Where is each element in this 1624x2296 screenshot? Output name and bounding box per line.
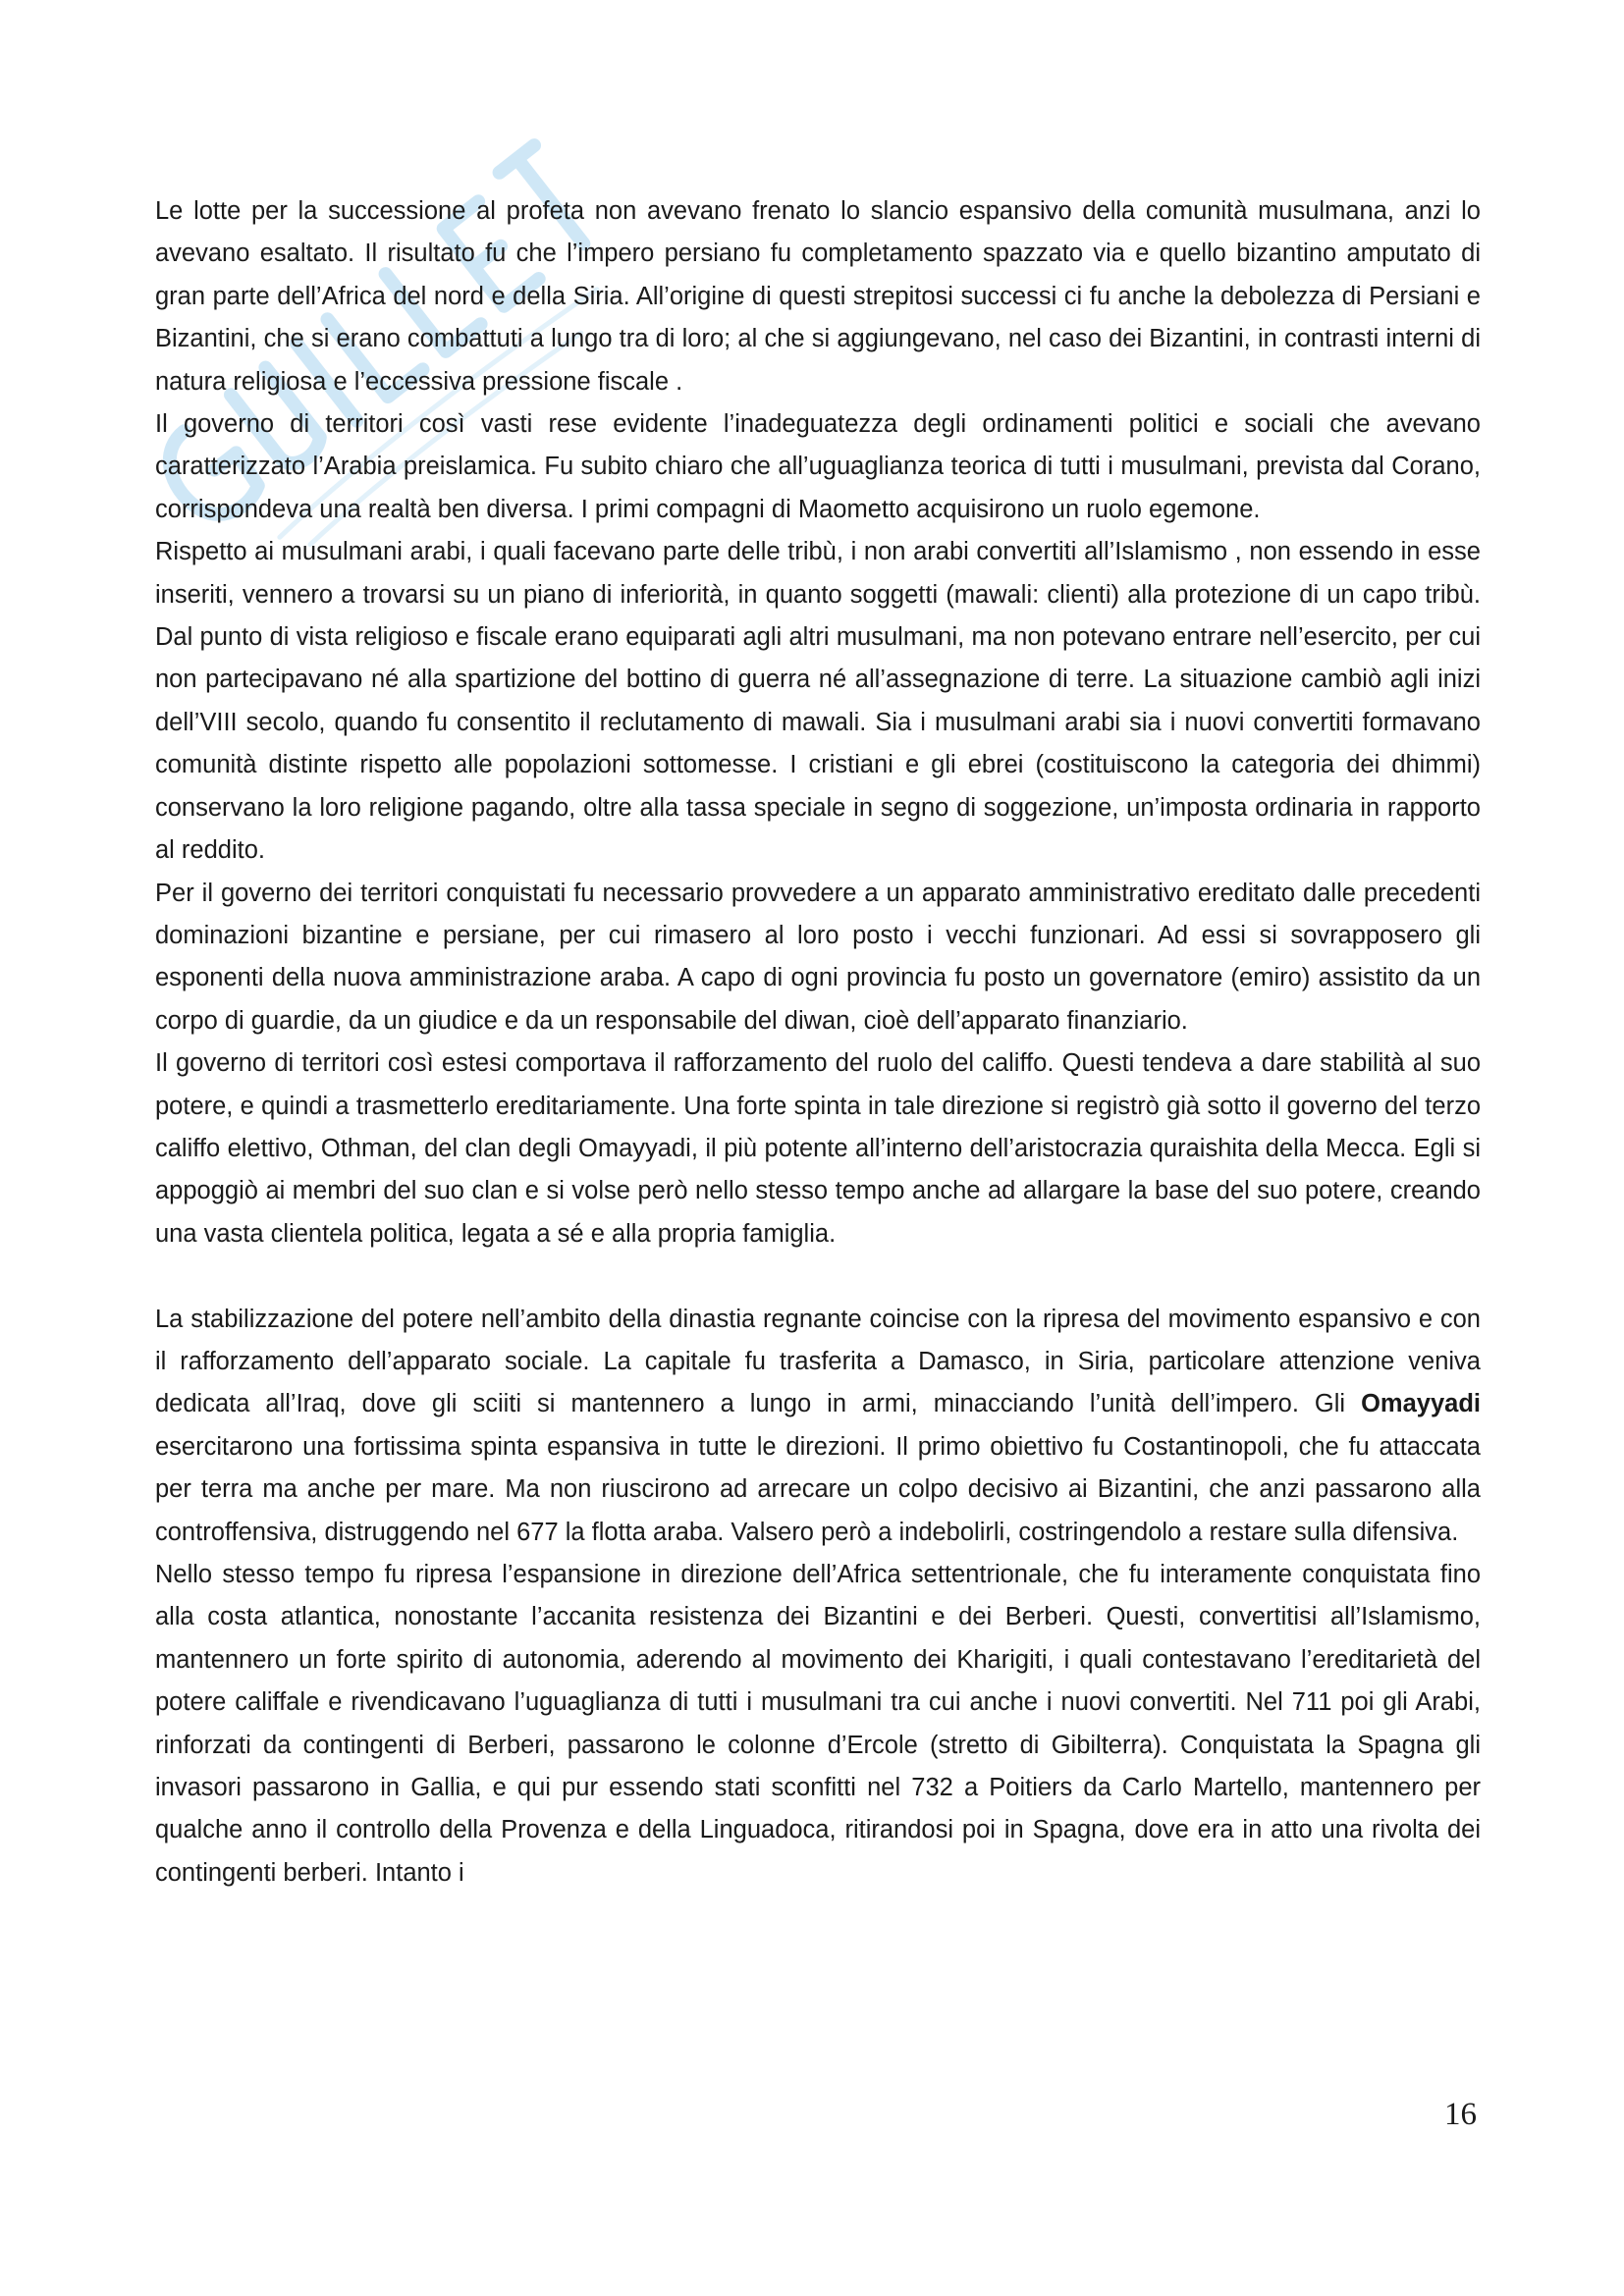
paragraph	[155, 1299, 1481, 1554]
bold-term: Omayyadi	[1361, 1390, 1481, 1418]
paragraph: Il governo di territori così vasti rese evidente l’inadeguatezza degli ordinamenti politici e sociali che avevano caratterizzato l’Arabia preislamica. Fu subito chiaro che all’uguaglianza teorica di tutti i musulmani, prevista dal Corano, corrispondeva una realtà ben diversa. I primi compagni di Maometto acquisirono un ruolo egemone.	[155, 410, 1481, 523]
page-number: 16	[1444, 2097, 1477, 2132]
paragraph: Rispetto ai musulmani arabi, i quali facevano parte delle tribù, i non arabi convertiti all’Islamismo , non essendo in esse inseriti, vennero a trovarsi su un piano di inferiorità, in quanto soggetti (mawali: clienti) alla protezione di un capo tribù. Dal punto di vista religioso e fiscale erano equiparati agli altri musulmani, ma non potevano entrare nell’esercito, per cui non partecipavano né alla spartizione del bottino di guerra né all’assegnazione di terre. La situazione cambiò agli inizi dell’VIII secolo, quando fu consentito il reclutamento di mawali. Sia i musulmani arabi sia i nuovi convertiti formavano comunità distinte rispetto alle popolazioni sottomesse. I cristiani e gli ebrei (costituiscono la categoria dei dhimmi) conservano la loro religione pagando, oltre alla tassa speciale in segno di soggezione, un’imposta ordinaria in rapporto al reddito.	[155, 538, 1481, 865]
paragraph: Le lotte per la successione al profeta non avevano frenato lo slancio espansivo della comunità musulmana, anzi lo avevano esaltato. Il risultato fu che l’impero persiano fu completamento spazzato via e quello bizantino amputato di gran parte dell’Africa del nord e della Siria. All’origine di questi strepitosi successi ci fu anche la debolezza di Persiani e Bizantini, che si erano combattuti a lungo tra di loro; al che si aggiungevano, nel caso dei Bizantini, in contrasti interni di natura religiosa e l’eccessiva pressione fiscale .	[155, 197, 1481, 396]
text-run: La stabilizzazione del potere nell’ambito della dinastia regnante coincise con la ripresa del movimento espansivo e con il rafforzamento dell’apparato sociale. La capitale fu trasferita a Damasco, in Siria, particolare attenzione veniva dedicata all’Iraq, dove gli sciiti si mantennero a lungo in armi, minacciando l’unità dell’impero. Gli	[155, 1305, 1481, 1418]
paragraph: Nello stesso tempo fu ripresa l’espansione in direzione dell’Africa settentrionale, che fu interamente conquistata fino alla costa atlantica, nonostante l’accanita resistenza dei Bizantini e dei Berberi. Questi, convertitisi all’Islamismo, mantennero un forte spirito di autonomia, aderendo al movimento dei Kharigiti, i quali contestavano l’ereditarietà del potere califfale e rivendicavano l’uguaglianza di tutti i musulmani tra cui anche i nuovi convertiti. Nel 711 poi gli Arabi, rinforzati da contingenti di Berberi, passarono le colonne d’Ercole (stretto di Gibilterra). Conquistata la Spagna gli invasori passarono in Gallia, e qui pur essendo stati sconfitti nel 732 a Poitiers da Carlo Martello, mantennero per qualche anno il controllo della Provenza e della Linguadoca, ritirandosi poi in Spagna, dove era in atto una rivolta dei contingenti berberi. Intanto i	[155, 1560, 1481, 1887]
body-text	[155, 190, 1481, 1895]
text-run: esercitarono una fortissima spinta espansiva in tutte le direzioni. Il primo obiettivo fu Costantinopoli, che fu attaccata per terra ma anche per mare. Ma non riuscirono ad arrecare un colpo decisivo ai Bizantini, che anzi passarono alla controffensiva, distruggendo nel 677 la flotta araba. Valsero però a indebolirli, costringendolo a restare sulla difensiva.	[155, 1432, 1481, 1546]
paragraph: Il governo di territori così estesi comportava il rafforzamento del ruolo del califfo. Questi tendeva a dare stabilità al suo potere, e quindi a trasmetterlo ereditariamente. Una forte spinta in tale direzione si registrò già sotto il governo del terzo califfo elettivo, Othman, del clan degli Omayyadi, il più potente all’interno dell’aristocrazia quraishita della Mecca. Egli si appoggiò ai membri del suo clan e si volse però nello stesso tempo anche ad allargare la base del suo potere, creando una vasta clientela politica, legata a sé e alla propria famiglia.	[155, 1049, 1481, 1248]
paragraph: Per il governo dei territori conquistati fu necessario provvedere a un apparato amministrativo ereditato dalle precedenti dominazioni bizantine e persiane, per cui rimasero al loro posto i vecchi funzionari. Ad essi si sovrapposero gli esponenti della nuova amministrazione araba. A capo di ogni provincia fu posto un governatore (emiro) assistito da un corpo di guardie, da un giudice e da un responsabile del diwan, cioè dell’apparato finanziario.	[155, 879, 1481, 1035]
